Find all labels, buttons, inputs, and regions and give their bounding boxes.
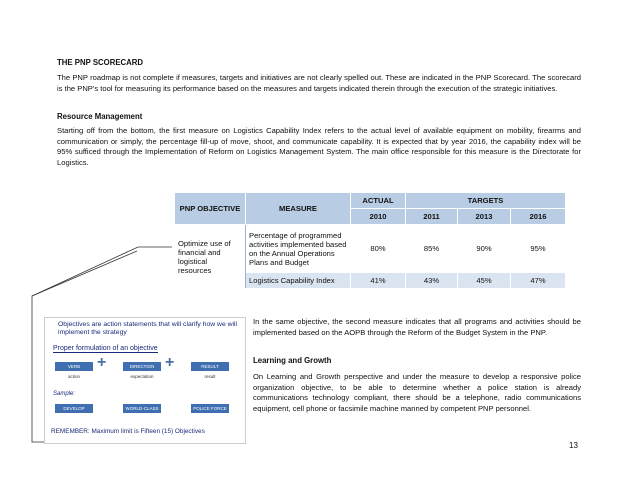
header-actual: ACTUAL [351,193,406,209]
value-cell: 95% [511,225,566,273]
intro-paragraph: The PNP roadmap is not complete if measures, targets and initiatives are not clearly spelled out. These are indicated in the PNP Scorecard. The scorecard is the PNP's tool for measuring its performance based on the measures and targets indicated therein through the execution of the strategic initiatives. [57,73,581,93]
box-label: result [204,374,216,379]
objective-cell: Optimize use of financial and logistical resources [175,225,246,289]
remember-note: REMEMBER: Maximum limit is Fifteen (15) Objectives [51,428,205,435]
value-cell: 47% [511,273,566,289]
value-cell: 45% [458,273,511,289]
measure-cell: Logistics Capability Index [246,273,351,289]
header-targets: TARGETS [406,193,566,209]
value-cell: 90% [458,225,511,273]
inset-title: Objectives are action statements that will clarify how we will implement the strategy [58,321,238,336]
header-measure: MEASURE [246,193,351,225]
resource-management-paragraph: Starting off from the bottom, the first measure on Logistics Capability Index refers to the actual level of available equipment on mobility, firearms and communication or simply, the percentage fill-up of move, shoot, and communicate capability. It is expected that by year 2016, the capability index will be 95% sufficed through the Implementation of Reform on Logistics Management System. The main office responsible for this measure is the Directorate for Logistics. [57,126,581,167]
resource-management-heading: Resource Management [57,112,143,121]
page-title: THE PNP SCORECARD [57,58,144,67]
plus-icon: + [165,354,175,371]
learning-growth-paragraph: On Learning and Growth perspective and under the measure to develop a responsive police organization objective, to be able to determine whether a police station is already communications technology compliant, there should be a telephone, radio communications equipment, cell phone or facsimile machine manned by competent PNP personnel. [253,372,581,413]
inset-subtitle: Proper formulation of an objective [53,345,158,352]
verb-box: VERB [55,362,93,371]
measure-cell: Percentage of programmed activities implemented based on the Annual Operations Plans and Budget [246,225,351,273]
sample-label: Sample: [53,391,76,397]
plus-icon: + [97,354,107,371]
box-label: expectation [130,374,154,379]
sample-box: DEVELOP [55,404,93,413]
value-cell: 43% [406,273,458,289]
direction-box: DIRECTION [123,362,161,371]
header-year: 2013 [458,209,511,225]
value-cell: 80% [351,225,406,273]
sample-box: WORLD-CLASS [123,404,161,413]
learning-growth-heading: Learning and Growth [253,356,332,365]
page-number: 13 [569,441,578,450]
result-box: RESULT [191,362,229,371]
header-objective: PNP OBJECTIVE [175,193,246,225]
objective-formulation-image [44,317,246,444]
value-cell: 85% [406,225,458,273]
header-year: 2010 [351,209,406,225]
sample-box: POLICE FORCE [191,404,229,413]
box-label: action [67,374,80,379]
value-cell: 41% [351,273,406,289]
header-year: 2016 [511,209,566,225]
same-objective-paragraph: In the same objective, the second measure indicates that all programs and activities should be implemented based on the AOPB through the Reform of the Budget System in the PNP. [253,317,581,337]
header-year: 2011 [406,209,458,225]
